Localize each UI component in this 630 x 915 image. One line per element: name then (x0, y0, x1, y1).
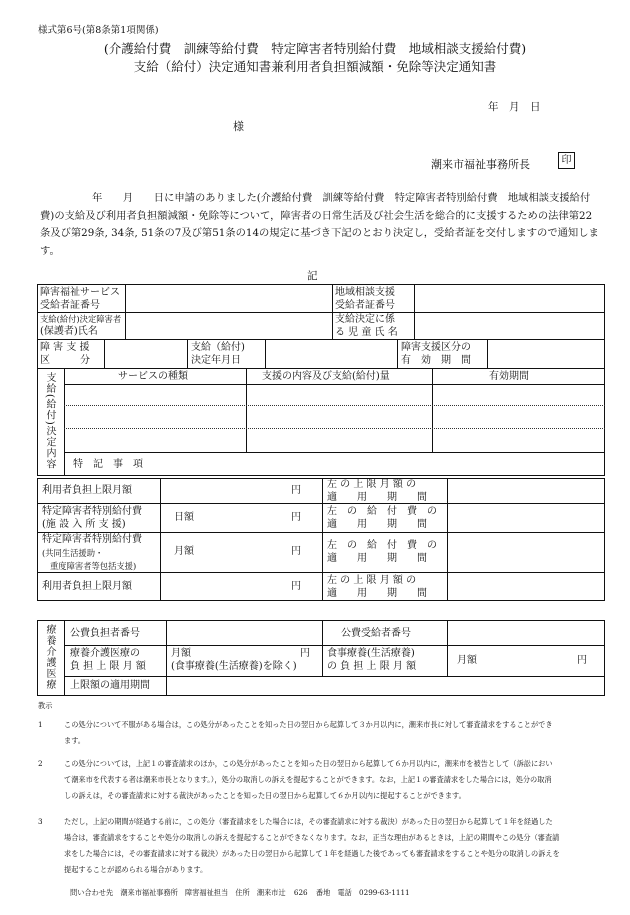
ki-heading: 記 (307, 270, 318, 282)
medical-monthly-label: 月額 (171, 648, 191, 659)
guardian-name-label: (保護者)氏名 (40, 326, 98, 337)
burden-limit-label-2: 利用者負担上限月額 (42, 581, 132, 592)
seal-mark: 印 (558, 152, 575, 169)
decision-content-side-label: 支給(給付)決定内容 (44, 372, 55, 470)
monthly-amount-label: 月額 (174, 546, 194, 557)
note-2: 2 この処分については，上記１の審査請求のほか，この処分があったことを知った日の翌日から起算して６か月以内に，潮来市を被告として（訴訟におい て潮来市を代表する者は潮来市長となります。），処分の取消しの訴えを提起することができます。なお，上記１の審査請求をした場合には，処分の取消 しの訴えは，その審査請求に対する裁決があったことを知った日の翌日から起算して６か月以内に提起することができます。 (38, 759, 553, 800)
burden-limit-yen-2: 円 (291, 581, 301, 592)
notice-body: 年 月 日に申請のありました(介護給付費 訓練等給付費 特定障害者特別給付費 地域相談支援給付費)の支給及び利用者負担額減額・免除等について，障害者の日常生活及び社会生活を総合的に支援するための法律第22条及び第29条, 34条, 51条の7及び第51条の14の規定に基づき下記のとおり決定し，受給者証を交付しますので通知します。 (40, 192, 599, 257)
notes-heading: 教示 (38, 701, 53, 710)
limit-period-label: 上限額の適用期間 (70, 680, 150, 691)
daily-amount-yen: 円 (291, 512, 301, 523)
decided-person-label-small: 支給(給付)決定障害者 (40, 314, 122, 324)
issuer: 潮来市福祉事務所長 (431, 158, 530, 171)
special-notes-label: 特 記 事 項 (73, 459, 143, 470)
title-line-2: 支給（給付）決定通知書兼利用者負担額減額・免除等決定通知書 (133, 59, 497, 74)
col-valid-period: 有効期間 (489, 371, 529, 382)
public-payer-no-label: 公費負担者番号 (70, 628, 140, 639)
meal-limit-label: 食事療養(生活療養) の 負 担 上 限 月 額 (327, 648, 417, 672)
decision-date-label: 支給（給付) 決定年月日 (191, 342, 245, 366)
medical-limit-label: 療養介護医療の 負 担 上 限 月 額 (70, 648, 146, 672)
form-number: 様式第6号(第8条第1項関係) (38, 25, 159, 36)
title-line-1: (介護給付費 訓練等給付費 特定障害者特別給付費 地域相談支援給付費) (103, 41, 527, 56)
burden-limit-label-1: 利用者負担上限月額 (42, 485, 132, 496)
col-service-type: サービスの種類 (118, 371, 188, 382)
child-name-label: 支給決定に係 る 児 童 氏 名 (335, 314, 398, 338)
medical-care-side-label: 療養介護医療 (44, 624, 55, 690)
svc-cert-no-label: 障害福祉サービス 受給者証番号 (40, 287, 120, 311)
facility-benefit-period: 左 の 給 付 費 の 適 用 期 間 (327, 506, 437, 530)
medical-monthly-yen: 円 (300, 648, 310, 659)
consult-cert-no-label: 地域相談支援 受給者証番号 (335, 287, 395, 311)
meal-monthly-label: 月額 (457, 655, 477, 666)
medical-excl-meal-note: (食事療養(生活療養)を除く) (171, 661, 297, 672)
facility-benefit-label: 特定障害者特別給付費 (施 設 入 所 支 援) (42, 506, 142, 530)
group-home-benefit-label: 特定障害者特別給付費 (42, 534, 142, 545)
burden-limit-period-1: 左 の 上 限 月 額 の 適 用 期 間 (327, 479, 427, 503)
support-category-label: 障 害 支 援 区 分 (40, 342, 90, 366)
addressee: 様 (233, 120, 244, 133)
group-home-benefit-period: 左 の 給 付 費 の 適 用 期 間 (327, 540, 437, 564)
group-home-benefit-note: (共同生活援助・ 重度障害者等包括支援) (42, 548, 137, 571)
issue-date: 年 月 日 (488, 101, 541, 113)
monthly-amount-yen: 円 (291, 546, 301, 557)
note-3: 3 ただし，上記の期間が経過する前に，この処分（審査請求をした場合には，その審査請求に対する裁決）があった日の翌日から起算して１年を経過した 場合は，審査請求をすることや処分の取消しの訴えを提起することができなくなります。なお，正当な理由があるときは，上記の期間やこの処分（審査請 求をした場合には，その審査請求に対する裁決）があった日の翌日から起算して１年を経過した後であっても審査請求をすることや処分の取消しの訴えを 提起することが認められる場合があります。 (38, 817, 560, 874)
burden-limit-period-2: 左 の 上 限 月 額 の 適 用 期 間 (327, 575, 427, 599)
note-1: 1 この処分について不服がある場合は，この処分があったことを知った日の翌日から起算して３か月以内に，潮来市長に対して審査請求をすることができ ます。 (38, 720, 553, 745)
category-validity-label: 障害支援区分の 有 効 期 間 (401, 342, 471, 366)
burden-limit-yen-1: 円 (291, 485, 301, 496)
col-support-content: 支援の内容及び支給(給付)量 (262, 371, 390, 382)
contact-footer: 問い合わせ先 潮来市福祉事務所 障害福祉担当 住所 潮来市辻 626 番地 電話 0299-63-1111 (70, 888, 410, 897)
meal-monthly-yen: 円 (577, 655, 587, 666)
public-recipient-no-label: 公費受給者番号 (341, 628, 411, 639)
daily-amount-label: 日額 (174, 512, 194, 523)
